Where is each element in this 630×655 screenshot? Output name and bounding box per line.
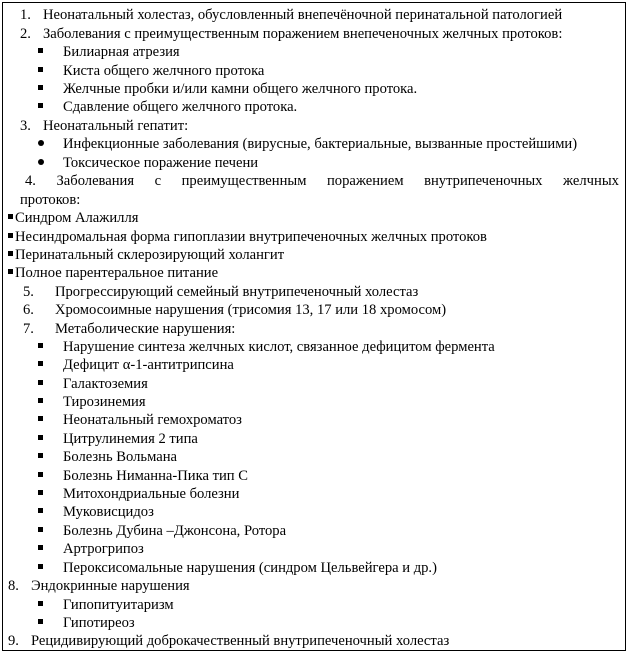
list-item-2 [20,25,562,43]
square-bullet-icon [38,103,43,108]
sub-item: Нарушение синтеза желчных кислот, связанное дефицитом фермента [38,338,495,356]
item-number: 8. [8,578,19,594]
list-item-3 [20,117,188,135]
square-bullet-icon [38,453,43,458]
square-bullet-icon [38,398,43,403]
square-bullet-icon [38,85,43,90]
item-number: 1. [20,7,31,23]
square-bullet-icon [38,380,43,385]
square-bullet-icon [38,564,43,569]
item-text: Хромосоимные нарушения (трисомия 13, 17 или 18 хромосом) [54,302,447,318]
sub-item: Болезнь Вольмана [38,448,177,466]
square-bullet-icon [38,343,43,348]
sub-item: Болезнь Ниманна-Пика тип С [38,467,248,485]
sub-item: Митохондриальные болезни [38,485,239,503]
square-bullet-icon [8,269,13,274]
item-text: Метаболические нарушения: [54,321,236,337]
item-text: Неонатальный холестаз, обусловленный внепечёночной перинатальной патологией [42,7,563,23]
list-item-7 [23,320,235,338]
list-item-9 [8,632,449,650]
sub-item: Гипопитуитаризм [38,596,174,614]
item-text: Эндокринные нарушения [30,578,190,594]
sub-item: Артрогрипоз [38,540,144,558]
sub-item: Муковисцидоз [38,503,154,521]
item-text: Рецидивирующий доброкачественный внутрипеченочный холестаз [30,633,450,649]
item-number: 5. [23,284,34,300]
item-number: 6. [23,302,34,318]
square-bullet-icon [8,233,13,238]
list-item-1 [20,6,562,24]
sub-item: Сдавление общего желчного протока. [38,98,297,116]
item-number: 4. [25,173,36,189]
list-item-5 [23,283,418,301]
sub-item: Неонатальный гемохроматоз [38,411,242,429]
list-item-4: 4. Заболевания с преимущественным поражением внутрипеченочных желчных [25,173,619,189]
square-bullet-icon [38,490,43,495]
square-bullet-icon [8,214,13,219]
square-bullet-icon [8,251,13,256]
square-bullet-icon [38,361,43,366]
item-text: Заболевания с преимущественным поражением внепеченочных желчных протоков: [42,26,563,42]
sub-item: Билиарная атрезия [38,43,180,61]
sub-item: Цитрулинемия 2 типа [38,430,198,448]
item-number: 2. [20,26,31,42]
item-number: 3. [20,118,31,134]
sub-item: Перинатальный склерозирующий холангит [8,246,284,264]
sub-item: Дефицит α-1-антитрипсина [38,356,234,374]
sub-item: Болезнь Дубина –Джонсона, Ротора [38,522,286,540]
square-bullet-icon [38,48,43,53]
round-bullet-icon [38,140,44,146]
square-bullet-icon [38,527,43,532]
sub-item: Токсическое поражение печени [38,154,258,172]
square-bullet-icon [38,601,43,606]
square-bullet-icon [38,472,43,477]
square-bullet-icon [38,416,43,421]
square-bullet-icon [38,508,43,513]
item-text: Неонатальный гепатит: [42,118,189,134]
round-bullet-icon [38,159,44,165]
list-item-4-continued: протоков: [20,192,81,208]
sub-item: Синдром Алажилля [8,209,138,227]
square-bullet-icon [38,67,43,72]
sub-item: Киста общего желчного протока [38,62,264,80]
sub-item: Полное парентеральное питание [8,264,218,282]
item-number: 7. [23,321,34,337]
sub-item: Несиндромальная форма гипоплазии внутрипеченочных желчных протоков [8,228,487,246]
square-bullet-icon [38,435,43,440]
item-text: Прогрессирующий семейный внутрипеченочный холестаз [54,284,419,300]
square-bullet-icon [38,619,43,624]
causes-list-box [2,2,626,651]
list-item-6 [23,301,446,319]
sub-item: Тирозинемия [38,393,146,411]
sub-item: Гипотиреоз [38,614,135,632]
square-bullet-icon [38,545,43,550]
sub-item: Пероксисомальные нарушения (синдром Цельвейгера и др.) [38,559,437,577]
sub-item: Желчные пробки и/или камни общего желчного протока. [38,80,417,98]
list-item-8 [8,577,190,595]
item-number: 9. [8,633,19,649]
sub-item: Инфекционные заболевания (вирусные, бактериальные, вызванные простейшими) [38,135,577,153]
sub-item: Галактоземия [38,375,148,393]
